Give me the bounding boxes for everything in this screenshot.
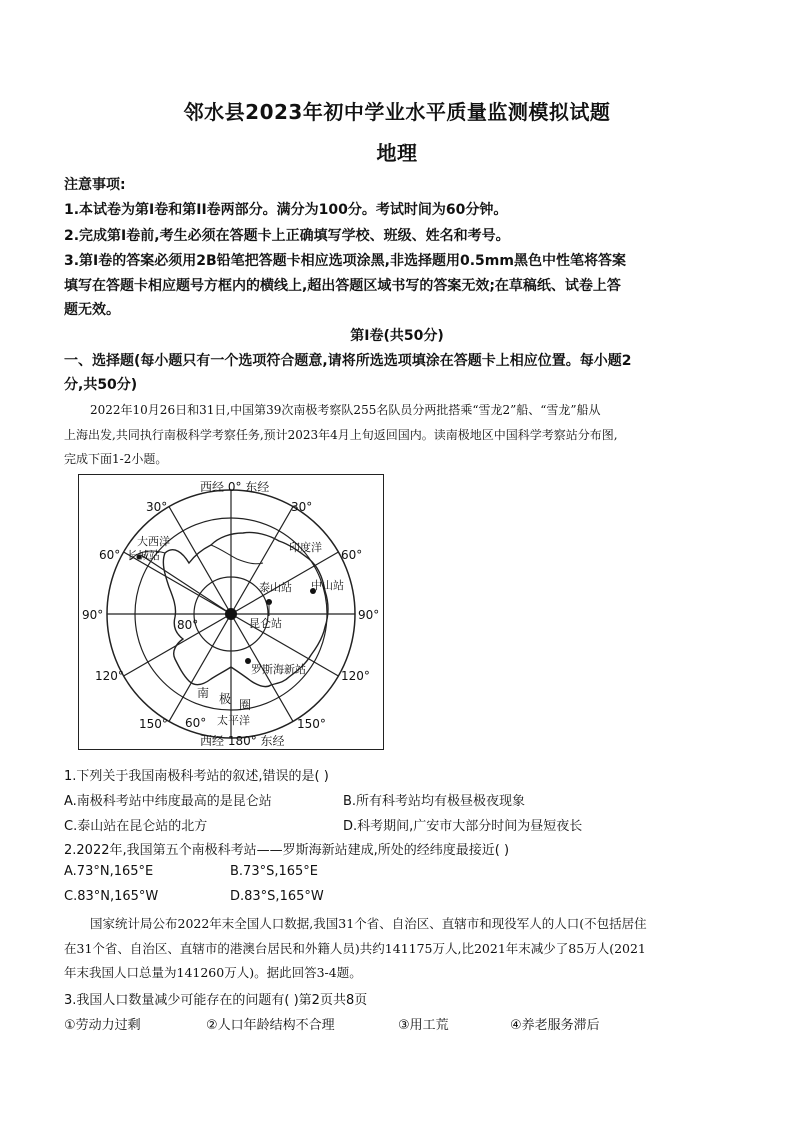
lon-90e-label: 90° (358, 608, 380, 622)
question-2-option-d: D.83°S,165°W (230, 889, 324, 904)
polar-circle-label-1: 南 (197, 686, 210, 700)
question-2-option-c: C.83°N,165°W (64, 889, 159, 904)
notes-item-2: 2.完成第Ⅰ卷前,考生必须在答题卡上正确填写学校、班级、姓名和考号。 (64, 228, 510, 244)
route-line (141, 555, 231, 614)
lon-30w-label: 30° (146, 500, 168, 514)
question-2-option-a: A.73°N,165°E (64, 864, 154, 879)
indian-ocean-label: 印度洋 (289, 541, 322, 554)
lon-60w-label: 60° (99, 548, 121, 562)
lon-120w-label: 120° (95, 669, 124, 683)
great-wall-station-label: 长城站 (127, 549, 160, 562)
question-2-option-b: B.73°S,165°E (230, 864, 319, 879)
question-1-option-c: C.泰山站在昆仑站的北方 (64, 819, 208, 834)
passage-1-line-1: 2022年10月26日和31日,中国第39次南极考察队255名队员分两批搭乘“雪龙2”船、“雪龙”船从 (90, 403, 601, 417)
passage-1-line-3: 完成下面1-2小题。 (64, 452, 168, 466)
polar-circle-label-3: 圈 (239, 698, 252, 712)
notes-item-1: 1.本试卷为第Ⅰ卷和第II卷两部分。满分为100分。考试时间为60分钟。 (64, 202, 508, 218)
question-1-option-b: B.所有科考站均有极昼极夜现象 (343, 794, 526, 809)
exam-title: 邻水县2023年初中学业水平质量监测模拟试题 (183, 100, 611, 124)
ice-shelf-line (211, 545, 263, 564)
bottom-meridian-label: 西经 180° 东经 (200, 734, 285, 748)
section-instructions-line-2: 分,共50分) (64, 377, 138, 393)
notes-heading: 注意事项: (64, 177, 126, 193)
passage-1-line-2: 上海出发,共同执行南极科学考察任务,预计2023年4月上旬返回国内。读南极地区中国科学考察站分布图, (64, 428, 618, 442)
lon-60e-label: 60° (341, 548, 363, 562)
polar-circle-label-2: 极 (219, 692, 232, 706)
question-3-option-4: ④养老服务滞后 (510, 1018, 600, 1033)
subject-title: 地理 (376, 141, 418, 165)
question-3-option-1: ①劳动力过剩 (64, 1018, 141, 1033)
passage-2-line-3: 年末我国人口总量为141260万人)。据此回答3-4题。 (64, 965, 362, 980)
top-meridian-label: 西经 0° 东经 (200, 480, 270, 494)
lon-120e-label: 120° (341, 669, 370, 683)
notes-item-3-line-1: 3.第Ⅰ卷的答案必须用2B铅笔把答题卡相应选项涂黑,非选择题用0.5mm黑色中性笔将答案 (64, 253, 626, 269)
lon-90w-label: 90° (82, 608, 104, 622)
notes-item-3-line-3: 题无效。 (64, 302, 120, 318)
question-3-option-2: ②人口年龄结构不合理 (206, 1018, 335, 1033)
passage-2-line-2: 在31个省、自治区、直辖市的港澳台居民和外籍人员)共约141175万人,比2021年末减少了85万人(2021 (64, 941, 646, 956)
kunlun-station-label: 昆仑站 (249, 617, 282, 630)
lon-30e-label: 30° (291, 500, 313, 514)
zhongshan-station-label: 中山站 (311, 579, 344, 592)
lat-60-label: 60° (185, 716, 207, 730)
question-1-option-a: A.南极科考站中纬度最高的是昆仑站 (64, 794, 272, 809)
question-3-stem: 3.我国人口数量减少可能存在的问题有( )第2页共8页 (64, 993, 368, 1008)
lon-150e-label: 150° (297, 717, 326, 731)
section-heading: 第Ⅰ卷(共50分) (350, 328, 444, 344)
taishan-station-label: 泰山站 (259, 581, 292, 594)
passage-2-line-1: 国家统计局公布2022年末全国人口数据,我国31个省、自治区、直辖市和现役军人的人口(不包括居住 (90, 916, 647, 931)
pacific-ocean-label: 太平洋 (217, 714, 250, 727)
question-1-stem: 1.下列关于我国南极科考站的叙述,错误的是( ) (64, 769, 329, 784)
question-3-option-3: ③用工荒 (398, 1018, 449, 1033)
lon-150w-label: 150° (139, 717, 168, 731)
question-1-option-d: D.科考期间,广安市大部分时间为昼短夜长 (343, 819, 583, 834)
antarctic-stations-map (78, 474, 384, 750)
atlantic-ocean-label: 大西洋 (137, 535, 170, 548)
south-pole-dot (225, 608, 237, 620)
question-2-stem: 2.2022年,我国第五个南极科考站——罗斯海新站建成,所处的经纬度最接近( ) (64, 843, 510, 858)
ross-sea-station-label: 罗斯海新站 (251, 663, 306, 676)
notes-item-3-line-2: 填写在答题卡相应题号方框内的横线上,超出答题区域书写的答案无效;在草稿纸、试卷上答 (64, 278, 621, 294)
section-instructions-line-1: 一、选择题(每小题只有一个选项符合题意,请将所选选项填涂在答题卡上相应位置。每小题2 (64, 353, 632, 369)
lat-80-label: 80° (177, 618, 199, 632)
